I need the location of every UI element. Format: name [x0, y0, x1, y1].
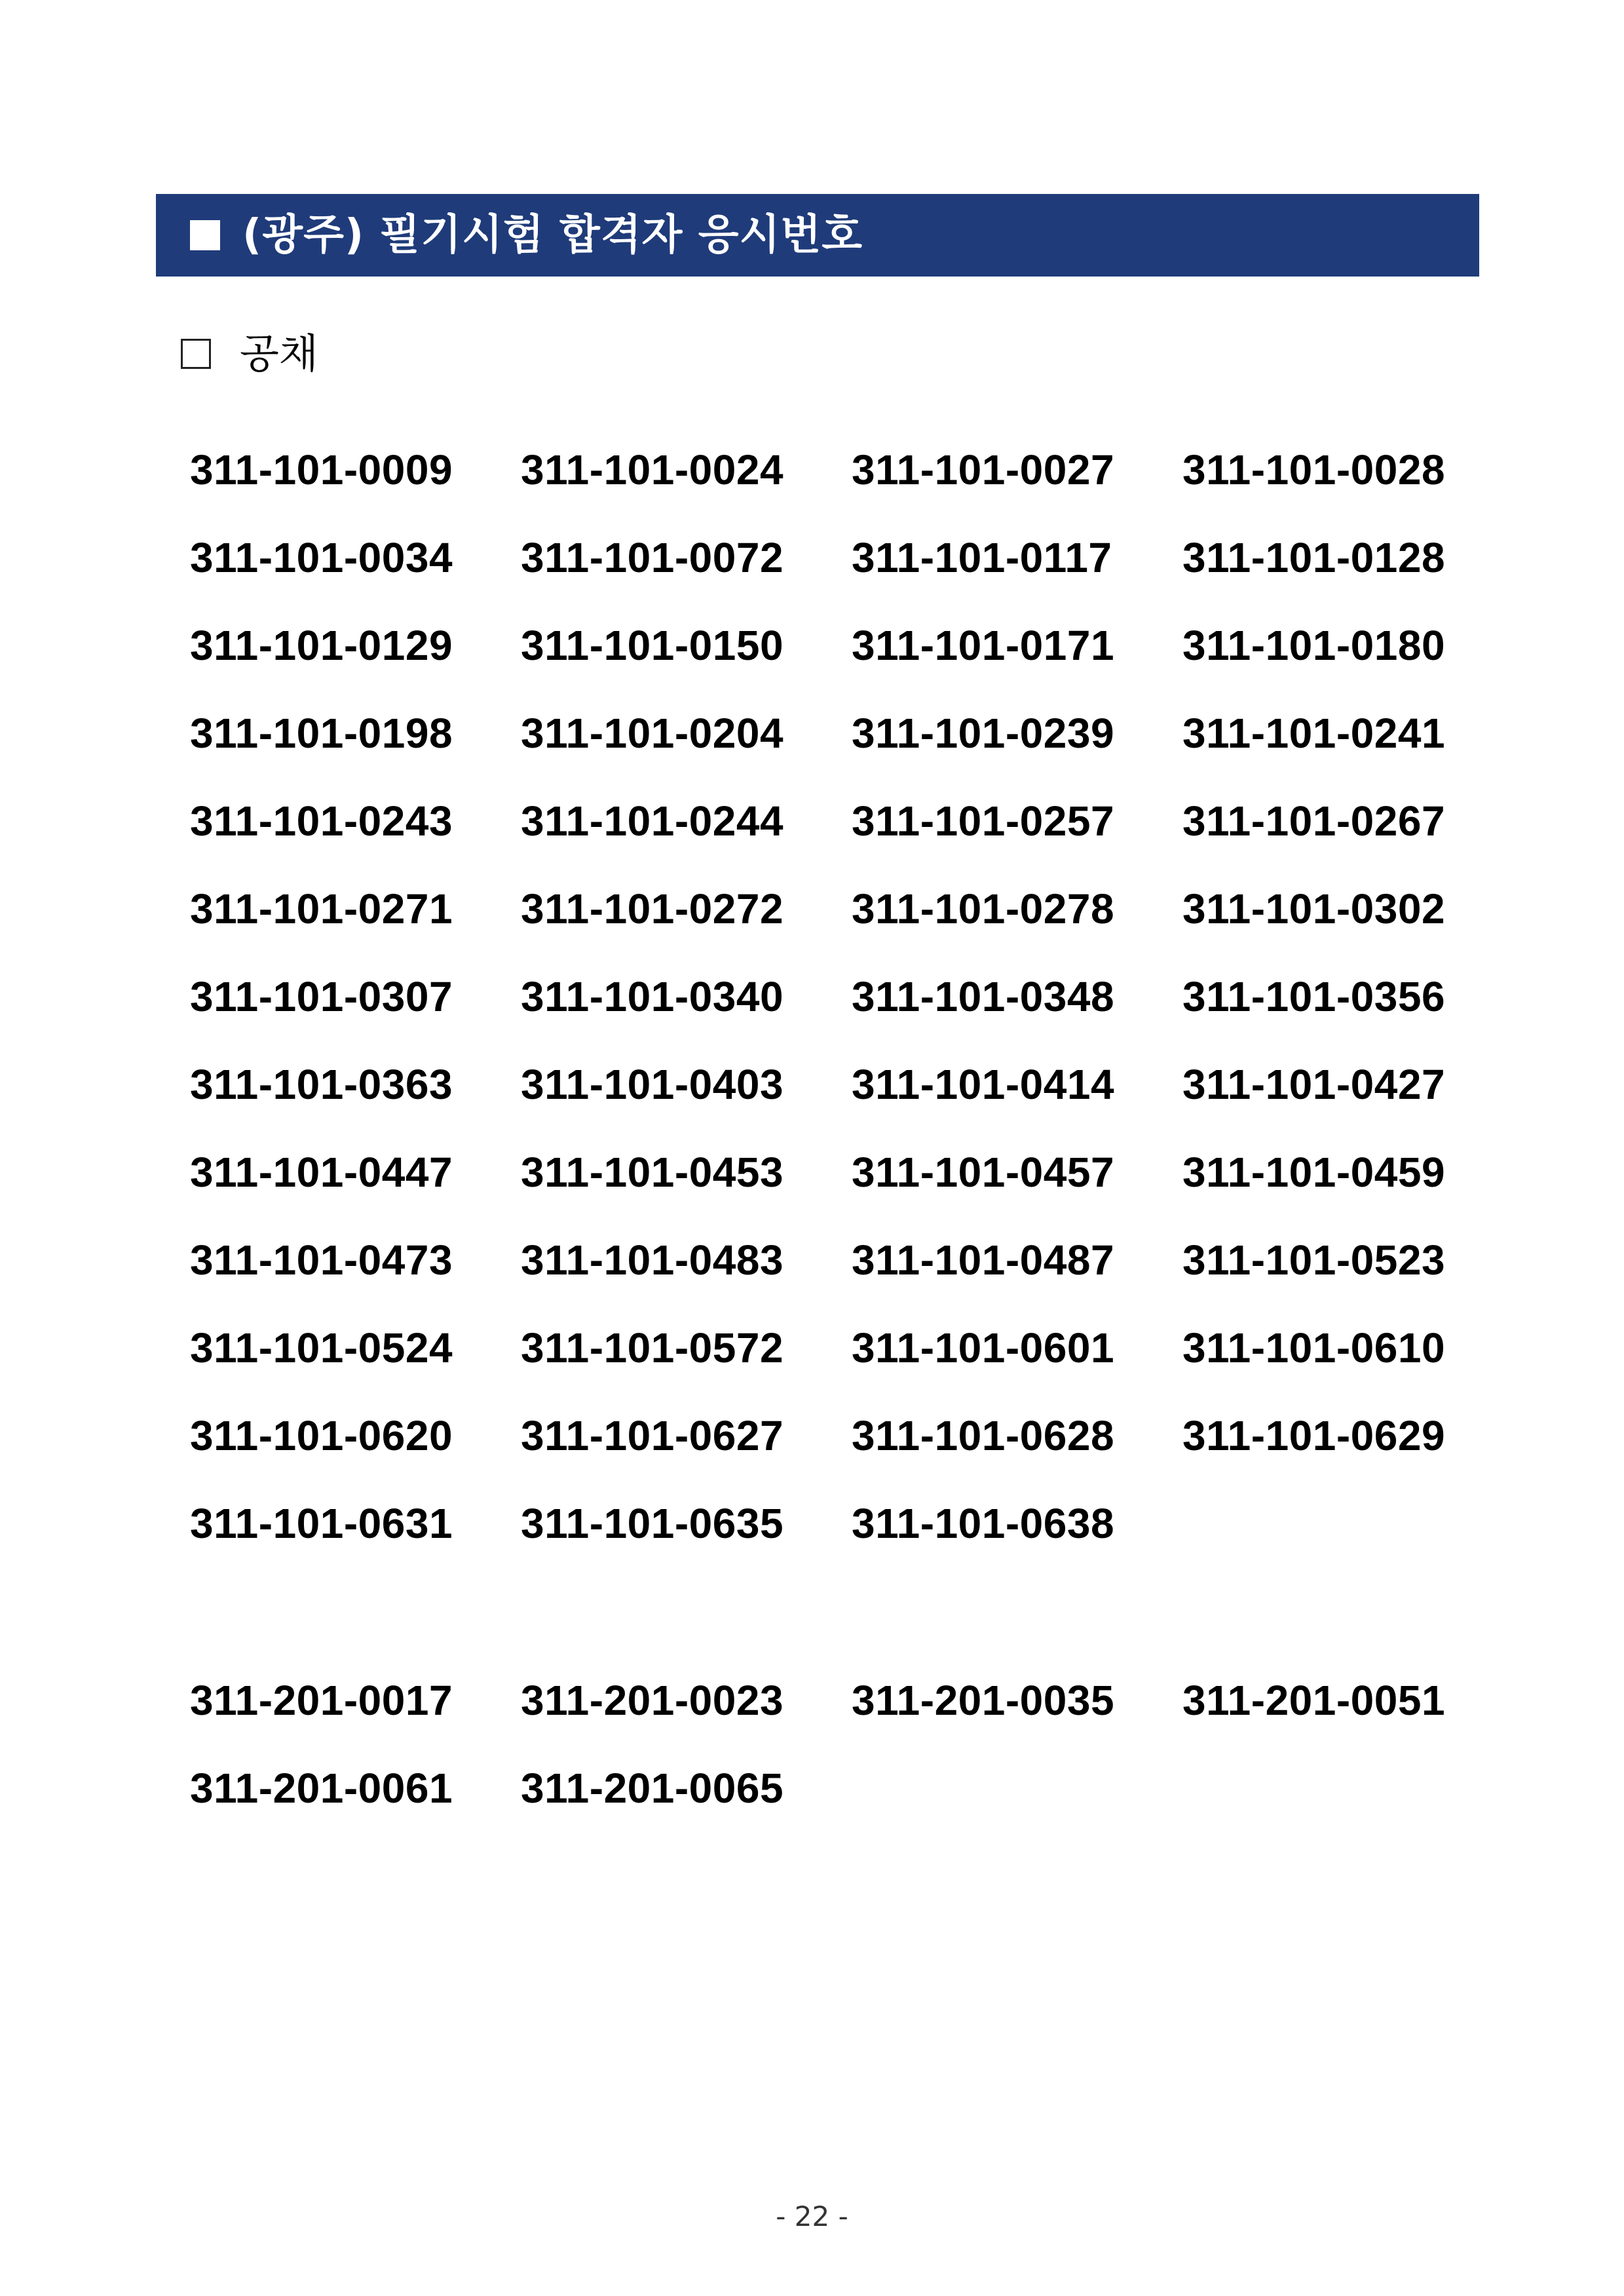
exam-number: 311-101-0620: [190, 1412, 453, 1459]
square-bullet-icon: [190, 220, 220, 250]
exam-number: 311-201-0035: [852, 1677, 1115, 1724]
exam-number: 311-101-0601: [852, 1324, 1115, 1371]
exam-number: 311-101-0459: [1182, 1149, 1446, 1196]
exam-number: 311-201-0023: [521, 1677, 784, 1724]
exam-number: 311-101-0204: [521, 710, 784, 757]
exam-number: 311-101-0028: [1182, 446, 1446, 493]
exam-number-list-201: [190, 1656, 1513, 1832]
exam-number: 311-101-0572: [521, 1324, 784, 1371]
exam-number: 311-101-0340: [521, 973, 784, 1020]
exam-number: 311-101-0629: [1182, 1412, 1446, 1459]
exam-number: 311-101-0241: [1182, 710, 1446, 757]
exam-number: 311-101-0034: [190, 534, 453, 581]
exam-number: 311-101-0128: [1182, 534, 1446, 581]
exam-number: 311-101-0307: [190, 973, 453, 1020]
exam-number: 311-101-0524: [190, 1324, 453, 1371]
exam-number: 311-101-0363: [190, 1061, 453, 1108]
exam-number: 311-101-0627: [521, 1412, 784, 1459]
exam-number: 311-101-0271: [190, 885, 453, 932]
exam-number: 311-101-0635: [521, 1500, 784, 1547]
exam-number: 311-101-0483: [521, 1236, 784, 1284]
exam-number: 311-101-0403: [521, 1061, 784, 1108]
exam-number: 311-101-0453: [521, 1149, 784, 1196]
exam-number: 311-101-0267: [1182, 797, 1446, 845]
exam-number: 311-101-0024: [521, 446, 784, 493]
exam-number: 311-101-0278: [852, 885, 1115, 932]
exam-number: 311-101-0243: [190, 797, 453, 845]
exam-number: 311-101-0427: [1182, 1061, 1446, 1108]
exam-number: 311-101-0487: [852, 1236, 1115, 1284]
section-heading: [181, 328, 318, 380]
exam-number: 311-101-0272: [521, 885, 784, 932]
exam-number: 311-101-0457: [852, 1149, 1115, 1196]
exam-number: 311-101-0150: [521, 622, 784, 669]
exam-number: 311-101-0638: [852, 1500, 1115, 1547]
exam-number-list-101: [190, 426, 1513, 1567]
exam-number: 311-101-0473: [190, 1236, 453, 1284]
exam-number: 311-101-0027: [852, 446, 1115, 493]
section-label: 공채: [240, 330, 318, 377]
exam-number: 311-101-0239: [852, 710, 1115, 757]
exam-number: 311-201-0051: [1182, 1677, 1446, 1724]
exam-number: 311-101-0356: [1182, 973, 1446, 1020]
exam-number: 311-101-0117: [852, 534, 1112, 581]
exam-number: 311-201-0017: [190, 1677, 453, 1724]
exam-number: 311-201-0065: [521, 1765, 784, 1812]
exam-number: 311-101-0348: [852, 973, 1115, 1020]
exam-number: 311-101-0009: [190, 446, 453, 493]
exam-number: 311-101-0072: [521, 534, 784, 581]
exam-number: 311-101-0631: [190, 1500, 453, 1547]
exam-number: 311-101-0180: [1182, 622, 1446, 669]
exam-number: 311-101-0198: [190, 710, 453, 757]
exam-number: 311-201-0061: [190, 1765, 453, 1812]
exam-number: 311-101-0447: [190, 1149, 453, 1196]
exam-number: 311-101-0302: [1182, 885, 1446, 932]
page-title: (광주) 필기시험 합격자 응시번호: [242, 211, 863, 259]
page-number: - 22 -: [776, 2200, 848, 2232]
exam-number: 311-101-0414: [852, 1061, 1115, 1108]
exam-number: 311-101-0523: [1182, 1236, 1446, 1284]
empty-checkbox-icon: [181, 339, 211, 369]
exam-number: 311-101-0171: [852, 622, 1115, 669]
exam-number: 311-101-0257: [852, 797, 1115, 845]
exam-number: 311-101-0129: [190, 622, 453, 669]
exam-number: 311-101-0628: [852, 1412, 1115, 1459]
exam-number: 311-101-0244: [521, 797, 784, 845]
exam-number: 311-101-0610: [1182, 1324, 1446, 1371]
section-title-bar: [156, 194, 1479, 277]
